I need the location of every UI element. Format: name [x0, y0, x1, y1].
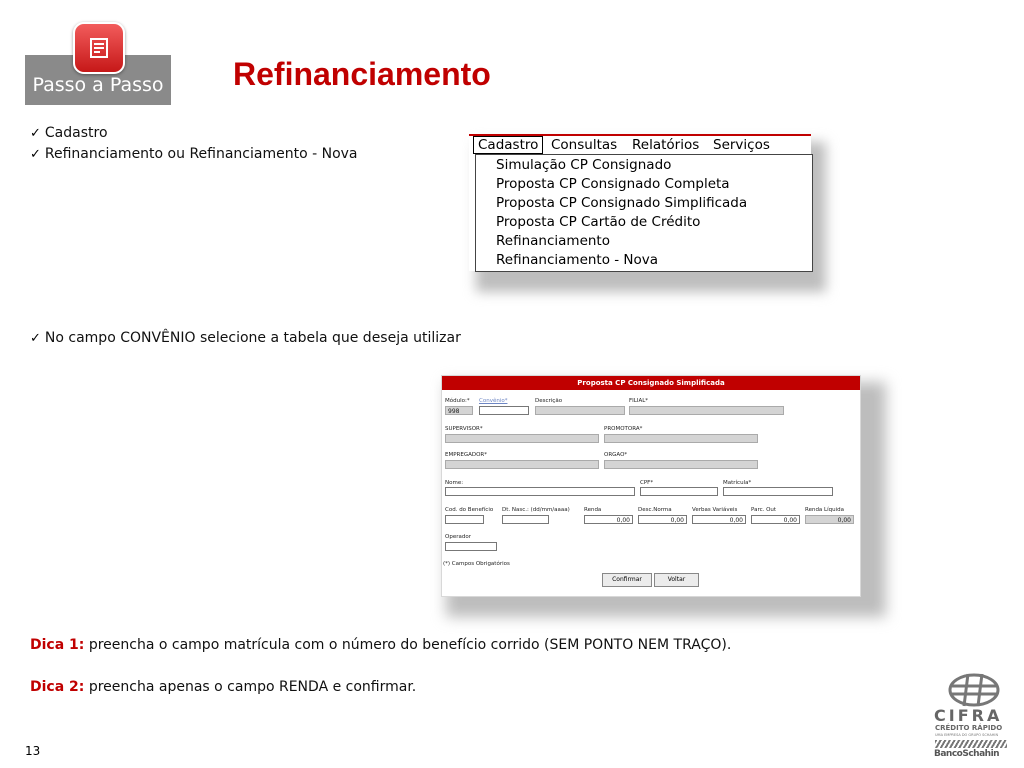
nome-label: Nome:: [445, 480, 464, 486]
convenio-link[interactable]: Convênio*: [479, 398, 508, 404]
cpf-label: CPF*: [640, 480, 654, 486]
back-button[interactable]: Voltar: [654, 573, 699, 587]
step-3: ✓ No campo CONVÊNIO selecione a tabela que deseja utilizar: [30, 330, 461, 346]
proposal-form: [441, 375, 861, 597]
orgao-field: [604, 460, 758, 469]
cod-beneficio-label: Cod. do Benefício: [445, 507, 494, 513]
tip-1-label: Dica 1:: [30, 637, 85, 653]
verbas-field[interactable]: 0,00: [692, 515, 746, 524]
menu-cadastro[interactable]: Cadastro: [473, 136, 543, 154]
parc-out-label: Parc. Out: [751, 507, 777, 513]
matricula-field[interactable]: [723, 487, 833, 496]
confirm-button[interactable]: Confirmar: [602, 573, 652, 587]
cifra-logo: [932, 672, 1014, 764]
matricula-label: Matrícula*: [723, 480, 752, 486]
filial-field: [629, 406, 784, 415]
tip-2-label: Dica 2:: [30, 679, 85, 695]
app-icon: [73, 22, 125, 74]
page-number: 13: [25, 744, 41, 758]
menu-item-proposta-cartao[interactable]: Proposta CP Cartão de Crédito: [496, 214, 701, 230]
cpf-field[interactable]: [640, 487, 718, 496]
verbas-label: Verbas Variáveis: [692, 507, 738, 513]
page-title: Refinanciamento: [233, 56, 491, 92]
cadastro-dropdown: [475, 154, 813, 272]
step-1: ✓ Cadastro: [30, 125, 108, 141]
bank-name: BancoSchahin: [934, 749, 1000, 759]
brand-name: CIFRA: [934, 706, 1003, 725]
promotora-label: PROMOTORA*: [604, 426, 643, 432]
tip-2-text: preencha apenas o campo RENDA e confirmar.: [84, 679, 417, 695]
promotora-field: [604, 434, 758, 443]
menu-servicos[interactable]: Serviços: [713, 137, 770, 153]
renda-liquida-label: Renda Líquida: [805, 507, 845, 513]
descricao-label: Descrição: [535, 398, 563, 404]
orgao-label: ORGAO*: [604, 452, 628, 458]
badge-label: Passo a Passo: [32, 74, 164, 96]
required-note: (*) Campos Obrigatórios: [443, 561, 510, 567]
renda-liquida-field: 0,00: [805, 515, 854, 524]
brand-tagline: CRÉDITO RÁPIDO: [935, 724, 1003, 732]
parc-out-field[interactable]: 0,00: [751, 515, 800, 524]
operador-label: Operador: [445, 534, 471, 540]
checklist-icon: [84, 33, 114, 63]
empregador-field: [445, 460, 599, 469]
menu-item-refinanciamento[interactable]: Refinanciamento: [496, 233, 610, 249]
menu-item-proposta-simplificada[interactable]: Proposta CP Consignado Simplificada: [496, 195, 748, 211]
filial-label: FILIAL*: [629, 398, 649, 404]
convenio-field[interactable]: [479, 406, 529, 415]
supervisor-field: [445, 434, 599, 443]
cifra-symbol-icon: [944, 672, 1004, 708]
menu-item-refinanciamento-nova[interactable]: Refinanciamento - Nova: [496, 252, 659, 268]
menu-item-proposta-completa[interactable]: Proposta CP Consignado Completa: [496, 176, 730, 192]
descricao-field: [535, 406, 625, 415]
cod-beneficio-field[interactable]: [445, 515, 484, 524]
menu-consultas[interactable]: Consultas: [551, 137, 618, 153]
dt-nasc-label: Dt. Nasc.: (dd/mm/aaaa): [502, 507, 570, 513]
menu-relatorios[interactable]: Relatórios: [632, 137, 700, 153]
dt-nasc-field[interactable]: [502, 515, 549, 524]
empregador-label: EMPREGADOR*: [445, 452, 487, 458]
stripes-graphic: [935, 740, 1007, 748]
menubar: [469, 136, 811, 154]
modulo-field: 998: [445, 406, 473, 415]
nome-field[interactable]: [445, 487, 635, 496]
checkmark-icon: ✓: [30, 331, 41, 346]
modulo-label: Módulo:*: [445, 398, 470, 404]
brand-subline: UMA EMPRESA DO GRUPO SCHAHIN: [935, 733, 999, 737]
desc-norma-field[interactable]: 0,00: [638, 515, 687, 524]
checkmark-icon: ✓: [30, 147, 41, 162]
checkmark-icon: ✓: [30, 126, 41, 141]
operador-field[interactable]: [445, 542, 497, 551]
renda-field[interactable]: 0,00: [584, 515, 633, 524]
tip-1: [30, 637, 731, 653]
tip-1-text: preencha o campo matrícula com o número do benefício corrido (SEM PONTO NEM TRAÇO).: [84, 637, 732, 653]
menu-screenshot: [469, 134, 811, 271]
tip-2: [30, 679, 416, 695]
step-2: ✓ Refinanciamento ou Refinanciamento - Nova: [30, 146, 358, 162]
desc-norma-label: Desc.Norma: [638, 507, 672, 513]
supervisor-label: SUPERVISOR*: [445, 426, 483, 432]
form-title: Proposta CP Consignado Simplificada: [442, 376, 860, 390]
menu-item-simulacao[interactable]: Simulação CP Consignado: [496, 157, 672, 173]
renda-label: Renda: [584, 507, 602, 513]
